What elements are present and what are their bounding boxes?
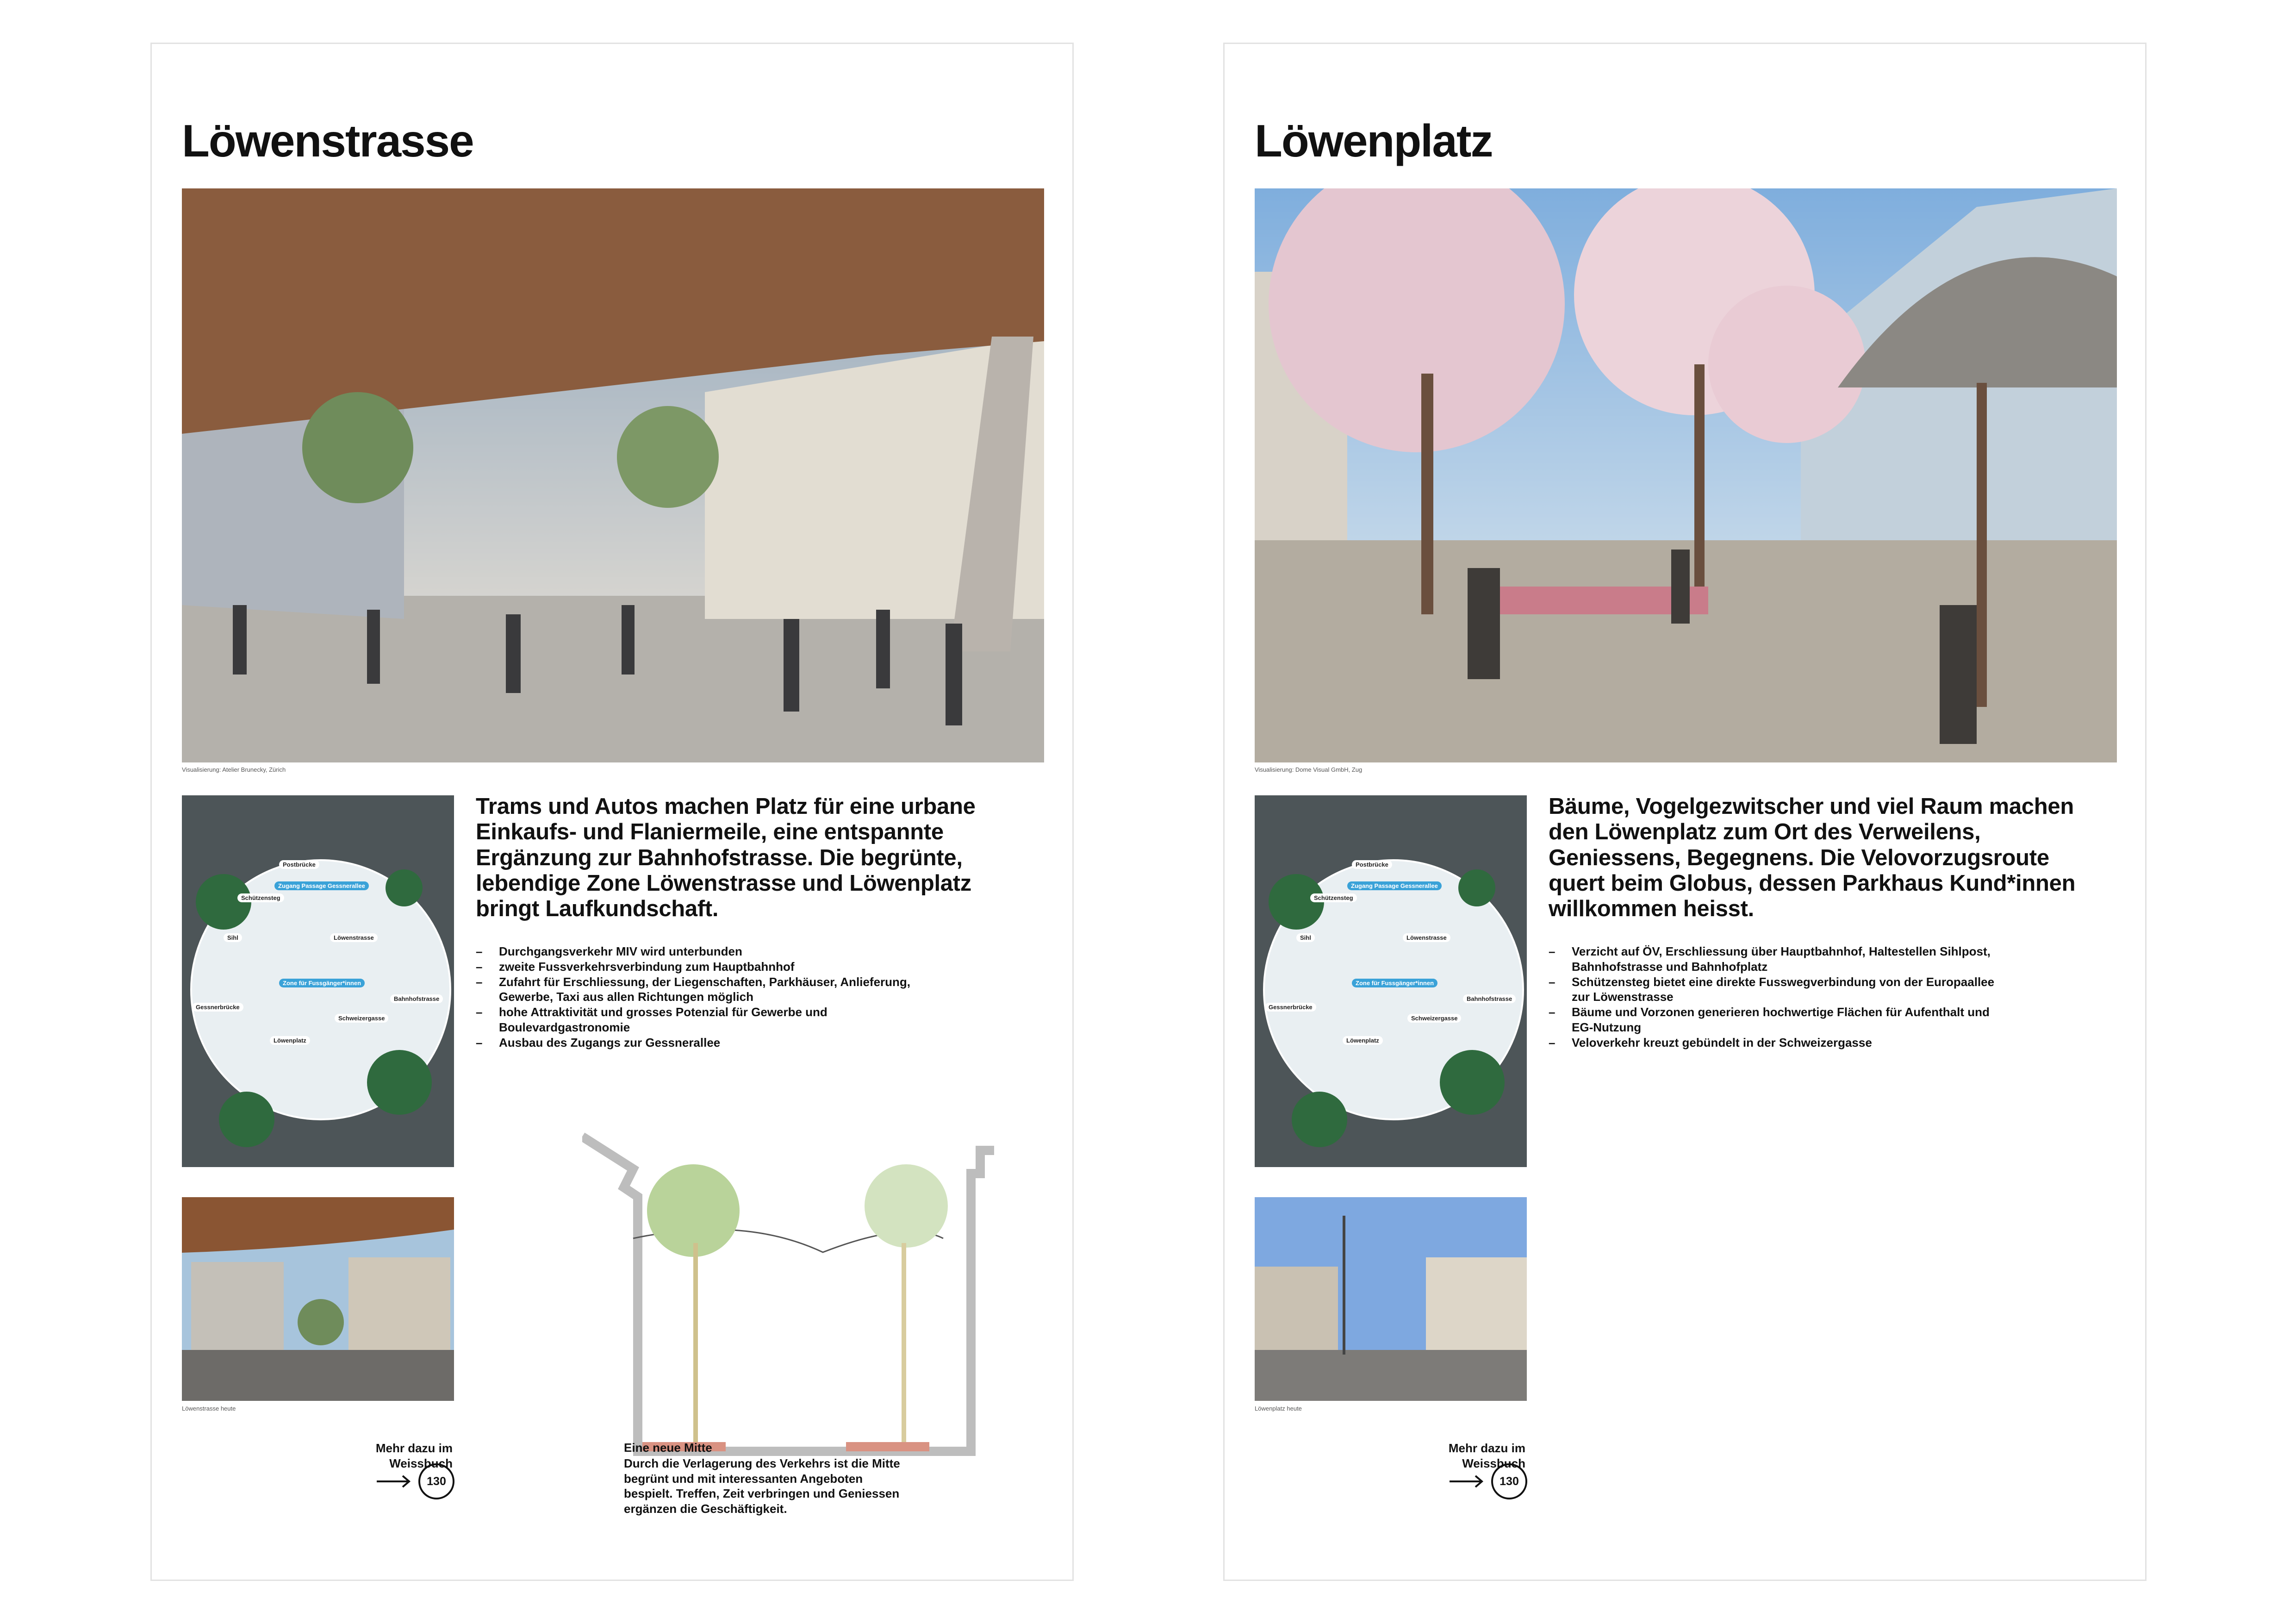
map-label: Postbrücke [279, 860, 319, 869]
bullet-item: – Durchgangsverkehr MIV wird unterbunden [476, 944, 939, 959]
image-credit: Visualisierung: Dome Visual GmbH, Zug [1255, 766, 1363, 773]
current-photo [1255, 1197, 1527, 1401]
page-reference-link[interactable]: 130 [418, 1463, 454, 1499]
street-section-drawing [582, 1127, 1027, 1461]
bullet-item: – Ausbau des Zugangs zur Gessnerallee [476, 1035, 939, 1050]
map-label: Schweizergasse [1407, 1014, 1461, 1023]
map-label: Gessnerbrücke [1265, 1003, 1316, 1012]
image-credit: Visualisierung: Atelier Brunecky, Zürich [182, 766, 286, 773]
arrow-right-icon [1449, 1473, 1486, 1490]
lead-text: Bäume, Vogelgezwitscher und viel Raum machen den Löwenplatz zum Ort des Verweilens, Geniessens, Begegnens. Die Velovorzugsroute quert beim Globus, dessen Parkhaus Kund*innen willkommen heisst. [1549, 794, 2076, 922]
map-label: Postbrücke [1352, 860, 1392, 869]
map-label: Schweizergasse [335, 1014, 388, 1023]
map-label: Löwenstrasse [330, 933, 378, 942]
location-map [1255, 795, 1527, 1167]
hero-visualization [1255, 188, 2117, 762]
page-title: Löwenplatz [1255, 115, 1493, 166]
page-title: Löwenstrasse [182, 115, 473, 166]
map-label: Zugang Passage Gessnerallee [274, 881, 369, 890]
hero-visualization [182, 188, 1044, 762]
photo-caption: Löwenstrasse heute [182, 1405, 236, 1412]
page-loewenplatz [1223, 43, 2147, 1581]
map-label: Bahnhofstrasse [1463, 994, 1516, 1003]
map-label: Löwenstrasse [1403, 933, 1450, 942]
bullet-item: – Zufahrt für Erschliessung, der Liegenschaften, Parkhäuser, Anlieferung, Gewerbe, Taxi aus allen Richtungen möglich [476, 974, 939, 1005]
lead-text: Trams und Autos machen Platz für eine urbane Einkaufs- und Flaniermeile, eine entspannte Ergänzung zur Bahnhofstrasse. Die begrünte, lebendige Zone Löwenstrasse und Löwenplatz bringt Laufkundschaft. [476, 794, 976, 922]
map-label: Zugang Passage Gessnerallee [1347, 881, 1442, 890]
map-label: Zone für Fussgänger*innen [279, 979, 365, 987]
bullet-item: – Schützensteg bietet eine direkte Fusswegverbindung von der Europaallee zur Löwenstrasse [1549, 974, 2011, 1005]
section-heading: Eine neue Mitte [624, 1441, 712, 1455]
bullet-item: – Bäume und Vorzonen generieren hochwertige Flächen für Aufenthalt und EG-Nutzung [1549, 1005, 2011, 1035]
weissbuch-reference: Mehr dazu im Weissbuch [1448, 1441, 1525, 1470]
bullet-list [476, 944, 939, 1050]
current-photo [182, 1197, 454, 1401]
page-reference-link[interactable]: 130 [1491, 1463, 1527, 1499]
location-map [182, 795, 454, 1167]
map-label: Zone für Fussgänger*innen [1352, 979, 1437, 987]
section-text: Durch die Verlagerung des Verkehrs ist die Mitte begrünt und mit interessanten Angeboten bespielt. Treffen, Zeit verbringen und Geniessen ergänzen die Geschäftigkeit. [624, 1456, 900, 1516]
map-label: Sihl [1296, 933, 1315, 942]
photo-caption: Löwenplatz heute [1255, 1405, 1302, 1412]
bullet-item: – Verzicht auf ÖV, Erschliessung über Hauptbahnhof, Haltestellen Sihlpost, Bahnhofstrasse und Bahnhofplatz [1549, 944, 2011, 974]
bullet-list [1549, 944, 2011, 1050]
map-label: Löwenplatz [1343, 1036, 1383, 1045]
page-loewenstrasse [150, 43, 1074, 1581]
map-label: Gessnerbrücke [192, 1003, 243, 1012]
map-label: Schützensteg [1310, 893, 1357, 902]
map-label: Sihl [224, 933, 242, 942]
weissbuch-reference: Mehr dazu im Weissbuch [375, 1441, 453, 1470]
bullet-item: – hohe Attraktivität und grosses Potenzial für Gewerbe und Boulevardgastronomie [476, 1005, 939, 1035]
arrow-right-icon [376, 1473, 413, 1490]
map-label: Löwenplatz [270, 1036, 310, 1045]
bullet-item: – Veloverkehr kreuzt gebündelt in der Schweizergasse [1549, 1035, 2011, 1050]
map-label: Bahnhofstrasse [390, 994, 443, 1003]
map-label: Schützensteg [237, 893, 284, 902]
bullet-item: – zweite Fussverkehrsverbindung zum Hauptbahnhof [476, 959, 939, 974]
